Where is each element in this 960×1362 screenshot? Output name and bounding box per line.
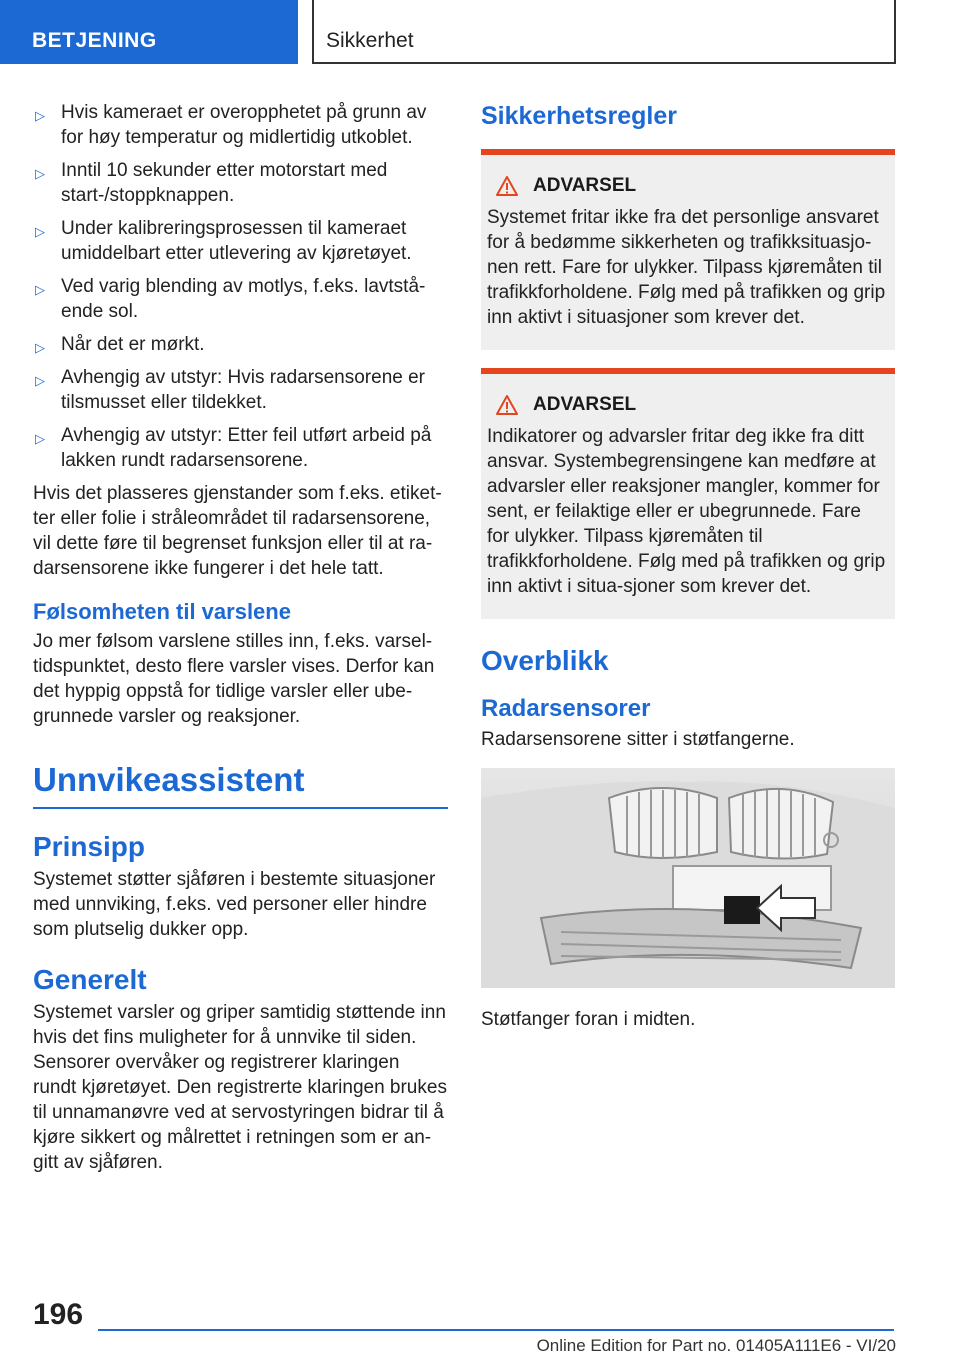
sensitivity-paragraph: Jo mer følsom varslene stilles inn, f.eks. varsel-tidspunktet, desto flere varsler vises. Derfor kan det hyppig oppstå for tidlige varsler eller ube-grunnede varsler og reaksjoner. — [33, 631, 435, 727]
warning-title: ADVARSEL — [533, 175, 637, 196]
page-number: 196 — [33, 1298, 84, 1331]
triangle-bullet-icon: ▷ — [35, 282, 45, 297]
warning-box — [481, 149, 895, 350]
principle-paragraph: Systemet støtter sjåføren i bestemte situasjoner med unnviking, f.eks. ved personer eller hindre som plutselig dukker opp. — [33, 869, 436, 940]
section-tab: BETJENING — [0, 0, 298, 64]
section-heading: Unnvikeassistent — [33, 761, 448, 809]
triangle-bullet-icon: ▷ — [35, 108, 45, 123]
warning-text: Systemet fritar ikke fra det personlige ansvaret for å bedømme sikkerheten og trafikksituasjo-nen rett. Fare for ulykker. Tilpass kjøremåten til trafikkforholdene. Følg med på trafikken og grip inn aktivt i situasjoner som krever det. — [487, 207, 886, 328]
list-item: ▷ Avhengig av utstyr: Hvis radarsensorene er tilsmusset eller tildekket. — [35, 367, 425, 413]
edition-text: Online Edition for Part no. 01405A111E6 - VI/20 — [536, 1336, 896, 1355]
triangle-bullet-icon: ▷ — [35, 373, 45, 388]
list-item: ▷ Når det er mørkt. — [35, 334, 205, 355]
right-column — [481, 100, 895, 1032]
chapter-tab: Sikkerhet — [312, 0, 896, 64]
triangle-bullet-icon: ▷ — [35, 166, 45, 181]
triangle-bullet-icon: ▷ — [35, 431, 45, 446]
radar-obstruction-paragraph: Hvis det plasseres gjenstander som f.eks. etiket-ter eller folie i stråleområdet til radarsensorene, vil dette føre til begrenset funksjon eller til at ra-darsensorene ikke fungerer i det hele tatt. — [33, 483, 442, 579]
figure-caption: Støtfanger foran i midten. — [481, 1009, 696, 1030]
front-bumper-illustration — [481, 768, 895, 988]
radar-paragraph: Radarsensorene sitter i støtfangerne. — [481, 729, 795, 750]
list-item: ▷ Ved varig blending av motlys, f.eks. lavtstå-ende sol. — [35, 276, 426, 322]
warning-triangle-icon — [495, 175, 519, 197]
list-item: ▷ Avhengig av utstyr: Etter feil utført arbeid på lakken rundt radarsensorene. — [35, 425, 432, 471]
safety-heading: Sikkerhetsregler — [481, 102, 677, 130]
list-item: ▷ Hvis kameraet er overopphetet på grunn av for høy temperatur og midlertidig utkoblet. — [35, 102, 427, 148]
general-paragraph: Systemet varsler og griper samtidig støttende inn hvis det fins muligheter for å unnvike til siden. Sensorer overvåker og registrerer klaringen rundt kjøretøyet. Den registrerte klaringen brukes til unnamanøvre ved at servostyringen bidrar til å kjøre sikkert og målrettet i retningen som er an-gitt av sjåføren. — [33, 1002, 447, 1173]
condition-list — [33, 100, 448, 473]
principle-heading: Prinsipp — [33, 831, 146, 862]
footer-divider — [98, 1329, 894, 1331]
warning-box — [481, 368, 895, 619]
radar-heading: Radarsensorer — [481, 695, 651, 722]
overview-heading: Overblikk — [481, 645, 609, 676]
warning-triangle-icon — [495, 394, 519, 416]
sensitivity-heading: Følsomheten til varslene — [33, 599, 291, 624]
triangle-bullet-icon: ▷ — [35, 340, 45, 355]
list-item: ▷ Under kalibreringsprosessen til kameraet umiddelbart etter utlevering av kjøretøyet. — [35, 218, 412, 264]
triangle-bullet-icon: ▷ — [35, 224, 45, 239]
warning-title: ADVARSEL — [533, 394, 637, 415]
page-header — [0, 0, 960, 66]
general-heading: Generelt — [33, 964, 147, 995]
warning-text: Indikatorer og advarsler fritar deg ikke fra ditt ansvar. Systembegrensingene kan medføre at advarsler eller reaksjoner mangler, kommer for sent, er feilaktige eller er ubegrunnede. Fare for ulykker. Tilpass kjøremåten til trafikkforholdene. Følg med på trafikken og grip inn aktivt i situa-sjoner som krever det. — [487, 426, 886, 597]
left-column — [33, 100, 448, 1175]
list-item: ▷ Inntil 10 sekunder etter motorstart med start-/stoppknappen. — [35, 160, 388, 206]
